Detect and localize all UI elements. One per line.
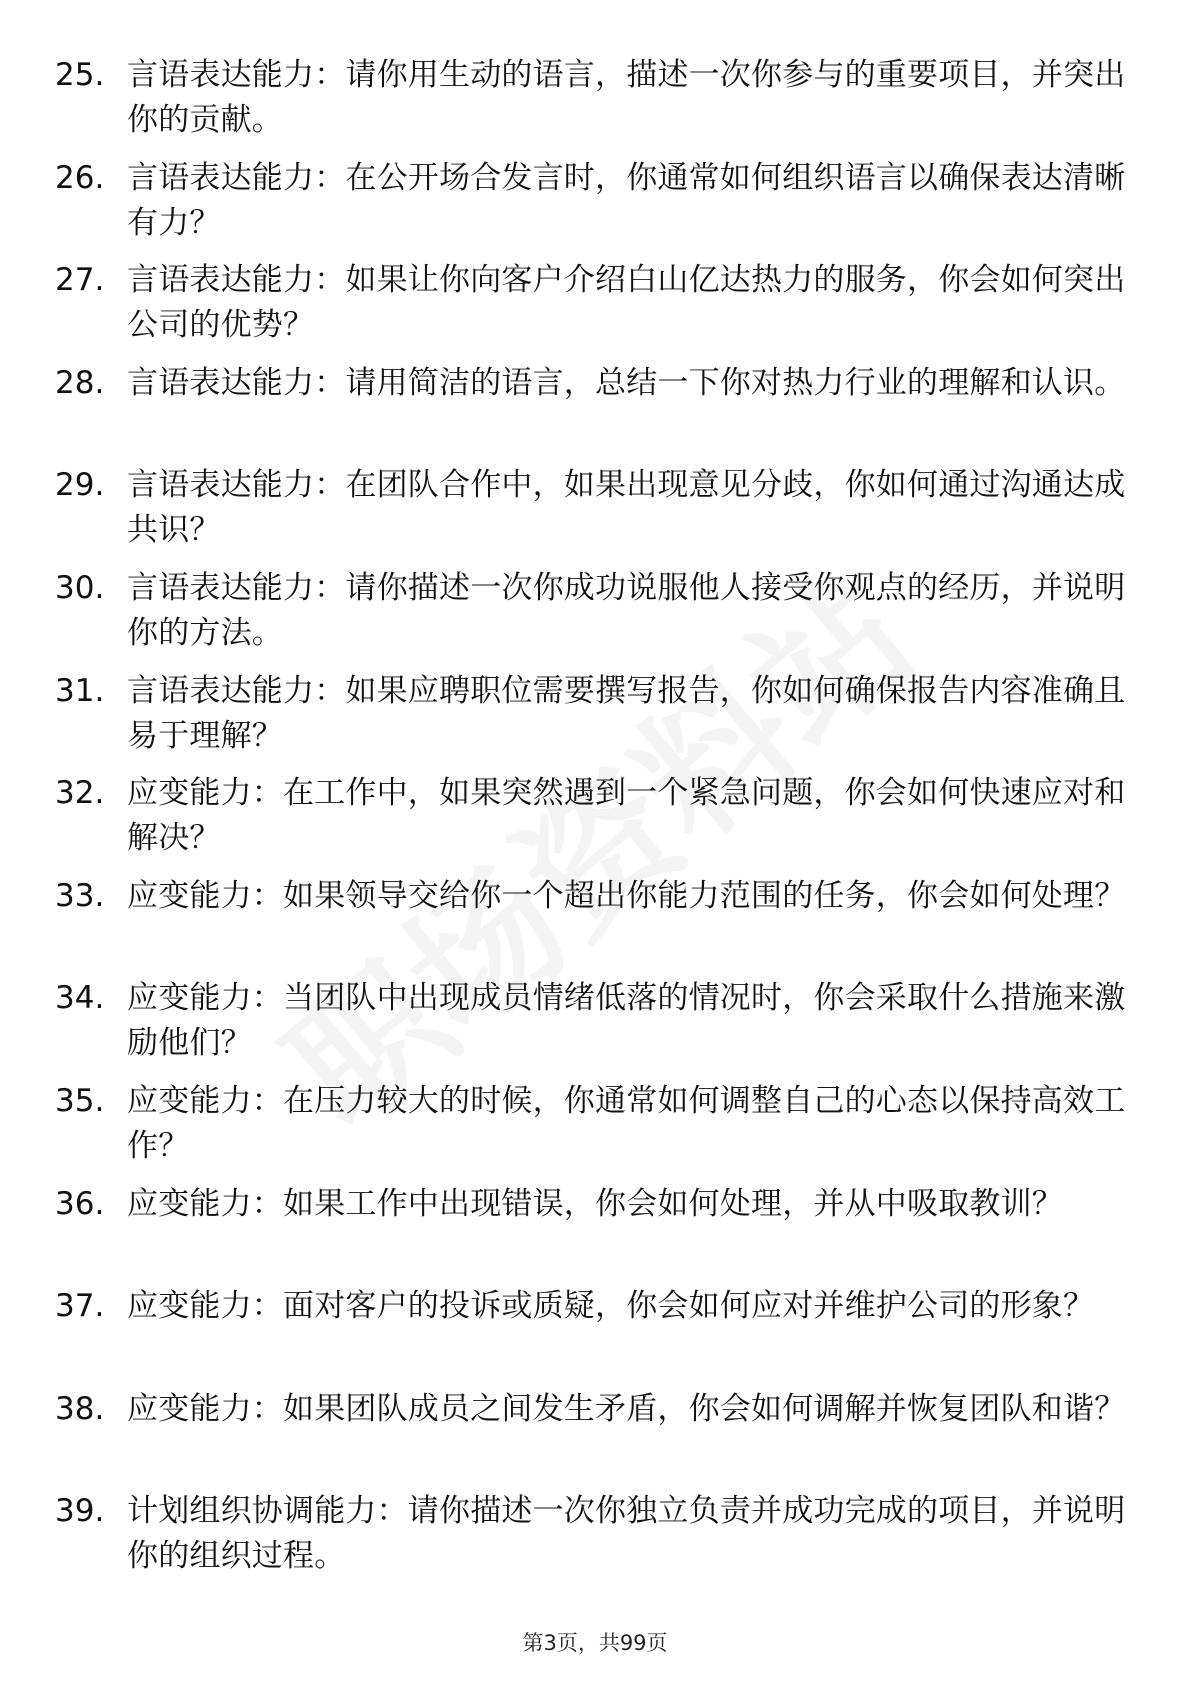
question-number: 31.	[55, 672, 105, 709]
question-text: 应变能力：如果领导交给你一个超出你能力范围的任务，你会如何处理？	[127, 877, 1126, 914]
question-text: 应变能力：面对客户的投诉或质疑，你会如何应对并维护公司的形象？	[127, 1288, 1095, 1325]
question-item	[55, 874, 1135, 977]
question-item	[55, 1489, 1135, 1592]
question-item	[55, 1284, 1135, 1387]
question-item	[55, 976, 1135, 1079]
question-number: 27.	[55, 262, 105, 299]
question-item	[55, 463, 1135, 566]
question-number: 26.	[55, 159, 105, 196]
question-text: 应变能力：当团队中出现成员情绪低落的情况时，你会采取什么措施来激励他们？	[127, 980, 1126, 1062]
question-number: 30.	[55, 569, 105, 606]
question-item	[55, 771, 1135, 874]
question-item	[55, 1182, 1135, 1285]
question-item	[55, 669, 1135, 772]
question-item	[55, 258, 1135, 361]
question-text: 应变能力：如果团队成员之间发生矛盾，你会如何调解并恢复团队和谐？	[127, 1390, 1126, 1427]
question-number: 38.	[55, 1390, 105, 1427]
question-text: 言语表达能力：请用简洁的语言，总结一下你对热力行业的理解和认识。	[127, 364, 1126, 401]
question-item	[55, 156, 1135, 259]
question-item	[55, 1387, 1135, 1490]
question-item	[55, 361, 1135, 464]
question-number: 32.	[55, 775, 105, 812]
question-text: 应变能力：在工作中，如果突然遇到一个紧急问题，你会如何快速应对和解决？	[127, 775, 1126, 857]
question-number: 25.	[55, 57, 105, 93]
question-text: 言语表达能力：请你描述一次你成功说服他人接受你观点的经历，并说明你的方法。	[127, 569, 1126, 651]
question-item	[55, 566, 1135, 669]
question-list	[55, 53, 1135, 1592]
question-number: 34.	[55, 980, 105, 1017]
question-number: 35.	[55, 1082, 105, 1119]
question-text: 言语表达能力：在公开场合发言时，你通常如何组织语言以确保表达清晰有力？	[127, 159, 1126, 241]
question-text: 计划组织协调能力：请你描述一次你独立负责并成功完成的项目，并说明你的组织过程。	[127, 1493, 1126, 1575]
question-number: 39.	[55, 1493, 105, 1530]
question-item	[55, 53, 1135, 156]
question-text: 言语表达能力：请你用生动的语言，描述一次你参与的重要项目，并突出你的贡献。	[127, 57, 1126, 138]
question-item	[55, 1079, 1135, 1182]
question-number: 28.	[55, 364, 105, 401]
page-footer: 第3页，共99页	[522, 1631, 668, 1655]
question-text: 应变能力：在压力较大的时候，你通常如何调整自己的心态以保持高效工作？	[127, 1082, 1126, 1164]
question-number: 33.	[55, 877, 105, 914]
question-text: 言语表达能力：如果让你向客户介绍白山亿达热力的服务，你会如何突出公司的优势？	[127, 262, 1126, 344]
question-number: 36.	[55, 1185, 105, 1222]
question-number: 29.	[55, 467, 105, 504]
question-text: 应变能力：如果工作中出现错误，你会如何处理，并从中吸取教训？	[127, 1185, 1063, 1222]
question-number: 37.	[55, 1288, 105, 1325]
question-text: 言语表达能力：如果应聘职位需要撰写报告，你如何确保报告内容准确且易于理解？	[127, 672, 1126, 754]
question-text: 言语表达能力：在团队合作中，如果出现意见分歧，你如何通过沟通达成共识？	[127, 467, 1126, 549]
